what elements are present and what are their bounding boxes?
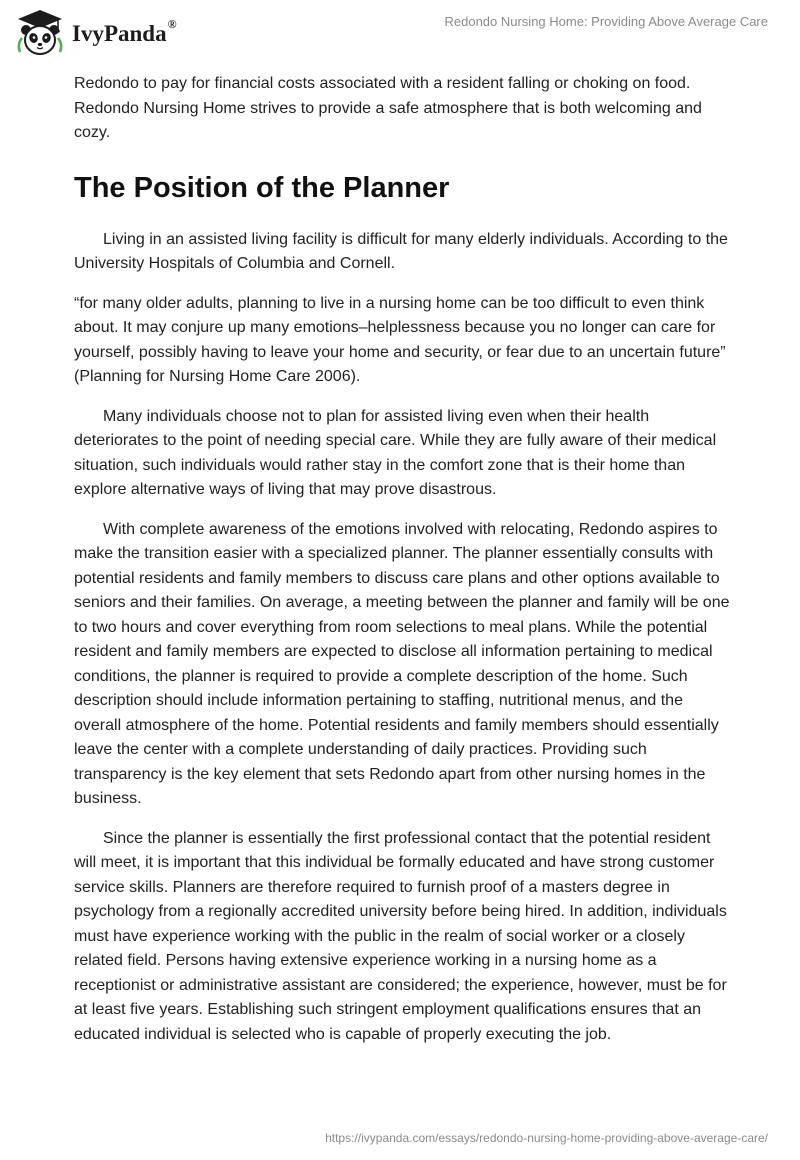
- document-title: Redondo Nursing Home: Providing Above Average Care: [444, 14, 768, 29]
- paragraph: Living in an assisted living facility is difficult for many elderly individuals. According to the University Hospitals of Columbia and Cornell.: [74, 230, 728, 272]
- intro-paragraph: Redondo to pay for financial costs associated with a resident falling or choking on food. Redondo Nursing Home strives to provide a safe atmosphere that is both welcoming and cozy.: [74, 75, 702, 141]
- source-url-link[interactable]: https://ivypanda.com/essays/redondo-nursing-home-providing-above-average-care/: [325, 1131, 768, 1145]
- section-heading: The Position of the Planner: [74, 171, 450, 204]
- panda-graduate-icon: [14, 8, 66, 58]
- brand-name: IvyPanda®: [72, 17, 177, 46]
- page-header: [0, 0, 800, 66]
- paragraph: Since the planner is essentially the first professional contact that the potential resident will meet, it is important that this individual be formally educated and have strong customer service skills. Planners are therefore required to furnish proof of a masters degree in psychology from a regionally accredited university before being hired. In addition, individuals must have experience working with the public in the realm of social worker or a closely related field. Persons having extensive experience working in a nursing home as a receptionist or administrative assistant are considered; the experience, however, must be for at least five years. Establishing such stringent employment qualifications ensures that an educated individual is selected who is capable of properly executing the job.: [74, 829, 727, 1043]
- paragraph: With complete awareness of the emotions involved with relocating, Redondo aspires to make the transition easier with a specialized planner. The planner essentially consults with potential residents and family members to discuss care plans and other options available to seniors and their families. On average, a meeting between the planner and family will be one to two hours and cover everything from room selections to meal plans. While the potential resident and family members are expected to disclose all information pertaining to medical conditions, the planner is required to provide a complete description of the home. Such description should include information pertaining to staffing, nutritional menus, and the overall atmosphere of the home. Potential residents and family members should essentially leave the center with a complete understanding of daily practices. Providing such transparency is the key element that sets Redondo apart from other nursing homes in the business.: [74, 520, 730, 807]
- essay-content: [74, 72, 734, 1062]
- paragraph: Many individuals choose not to plan for assisted living even when their health deteriorates to the point of needing special care. While they are fully aware of their medical situation, such individuals would rather stay in the comfort zone that is their home than explore alternative ways of living that may prove disastrous.: [74, 407, 717, 498]
- ivypanda-logo[interactable]: [14, 8, 177, 58]
- quote-paragraph: “for many older adults, planning to live in a nursing home can be too difficult to even think about. It may conjure up many emotions–helplessness because you no longer can care for yourself, possibly having to leave your home and security, or fear due to an uncertain future” (Planning for Nursing Home Care 2006).: [74, 294, 726, 385]
